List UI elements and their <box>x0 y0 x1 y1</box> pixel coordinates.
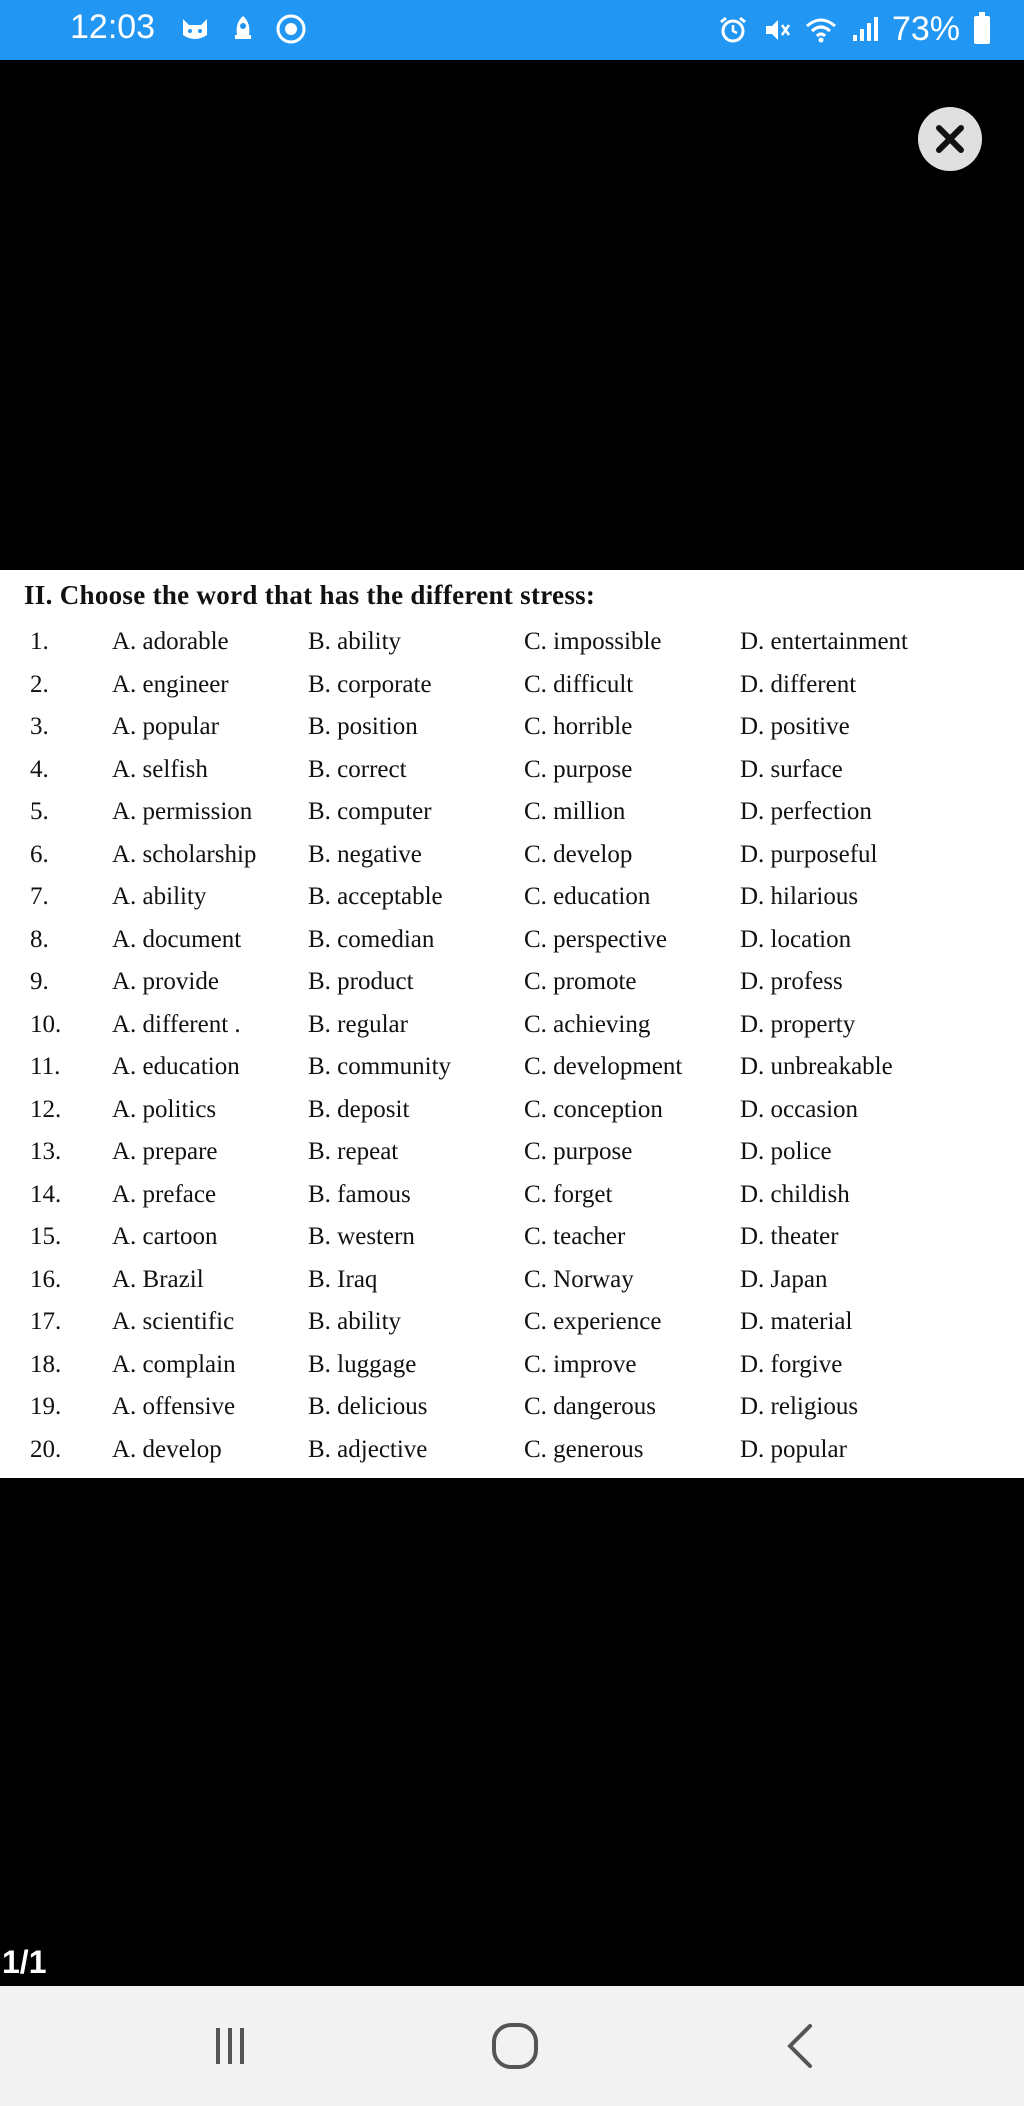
wifi-icon <box>804 13 838 47</box>
option-b: B. famous <box>308 1180 411 1208</box>
question-number: 14. <box>30 1180 62 1208</box>
status-time: 12:03 <box>70 8 156 46</box>
option-d: D. Japan <box>740 1265 828 1293</box>
option-b: B. deposit <box>308 1095 410 1123</box>
option-c: C. perspective <box>524 925 668 953</box>
option-a: A. Brazil <box>112 1265 204 1293</box>
option-b: B. adjective <box>308 1435 428 1463</box>
back-button[interactable] <box>740 1986 860 2106</box>
option-d: D. positive <box>740 713 850 740</box>
cat-icon <box>178 12 212 46</box>
recent-apps-button[interactable] <box>170 1986 290 2106</box>
option-c: C. dangerous <box>524 1393 656 1420</box>
question-number: 8. <box>30 925 49 953</box>
question-number: 11. <box>30 1053 61 1080</box>
option-a: A. provide <box>112 968 219 995</box>
option-d: D. unbreakable <box>740 1053 893 1080</box>
question-number: 10. <box>30 1010 62 1038</box>
home-icon <box>489 2020 541 2072</box>
question-row <box>0 1181 1024 1223</box>
option-c: C. generous <box>524 1435 644 1463</box>
option-c: C. education <box>524 883 651 910</box>
question-row <box>0 1011 1024 1053</box>
option-d: D. property <box>740 1010 856 1038</box>
option-c: C. forget <box>524 1180 613 1208</box>
option-a: A. prepare <box>112 1138 218 1165</box>
question-number: 12. <box>30 1095 62 1123</box>
option-c: C. Norway <box>524 1265 634 1293</box>
question-row <box>0 1266 1024 1308</box>
option-a: A. ability <box>112 883 207 910</box>
question-row <box>0 926 1024 968</box>
option-d: D. popular <box>740 1435 847 1463</box>
option-d: D. theater <box>740 1223 839 1250</box>
option-b: B. delicious <box>308 1393 428 1420</box>
question-number: 20. <box>30 1435 62 1463</box>
option-a: A. permission <box>112 798 253 825</box>
worksheet-heading: II. Choose the word that has the different stress: <box>24 580 596 610</box>
option-a: A. adorable <box>112 628 229 655</box>
option-d: D. material <box>740 1308 853 1335</box>
option-c: C. difficult <box>524 670 634 698</box>
question-row <box>0 798 1024 840</box>
option-b: B. computer <box>308 798 432 825</box>
question-row <box>0 756 1024 798</box>
close-button[interactable] <box>918 107 982 171</box>
option-a: A. politics <box>112 1095 217 1123</box>
option-d: D. childish <box>740 1180 850 1208</box>
question-row <box>0 841 1024 883</box>
option-b: B. western <box>308 1223 415 1250</box>
option-a: A. document <box>112 925 242 953</box>
option-d: D. occasion <box>740 1095 859 1123</box>
question-row <box>0 628 1024 670</box>
question-row <box>0 1308 1024 1350</box>
question-number: 3. <box>30 713 49 740</box>
option-c: C. teacher <box>524 1223 626 1250</box>
question-number: 16. <box>30 1265 62 1293</box>
option-c: C. purpose <box>524 1138 633 1165</box>
option-d: D. police <box>740 1138 832 1165</box>
option-c: C. development <box>524 1053 683 1080</box>
option-a: A. engineer <box>112 670 229 698</box>
option-b: B. ability <box>308 628 402 655</box>
option-d: D. location <box>740 925 852 953</box>
question-number: 13. <box>30 1138 62 1165</box>
status-bar <box>0 0 1024 60</box>
option-b: B. negative <box>308 840 422 868</box>
circle-arrow-icon <box>274 12 308 46</box>
option-c: C. impossible <box>524 628 662 655</box>
option-a: A. popular <box>112 713 219 740</box>
question-number: 1. <box>30 628 49 655</box>
notification-icons <box>178 12 308 46</box>
option-d: D. forgive <box>740 1350 843 1378</box>
option-a: A. develop <box>112 1435 222 1463</box>
question-number: 5. <box>30 798 49 825</box>
option-c: C. million <box>524 798 626 825</box>
back-icon <box>780 2020 820 2072</box>
option-b: B. Iraq <box>308 1265 378 1293</box>
question-number: 19. <box>30 1393 62 1420</box>
question-number: 7. <box>30 883 49 910</box>
option-a: A. preface <box>112 1180 217 1208</box>
question-row <box>0 883 1024 925</box>
question-row <box>0 1223 1024 1265</box>
option-b: B. comedian <box>308 925 435 953</box>
option-c: C. achieving <box>524 1010 651 1038</box>
option-b: B. product <box>308 968 414 995</box>
option-a: A. complain <box>112 1350 236 1378</box>
option-b: B. repeat <box>308 1138 399 1165</box>
option-d: D. hilarious <box>740 883 859 910</box>
question-row <box>0 1096 1024 1138</box>
option-b: B. luggage <box>308 1350 417 1378</box>
worksheet-image <box>0 570 1024 1478</box>
alarm-icon <box>716 13 750 47</box>
home-button[interactable] <box>455 1986 575 2106</box>
close-icon <box>933 122 967 156</box>
option-d: D. religious <box>740 1393 859 1420</box>
option-c: C. experience <box>524 1308 662 1335</box>
navigation-bar <box>0 1986 1024 2106</box>
question-number: 18. <box>30 1350 62 1378</box>
option-d: D. entertainment <box>740 628 908 655</box>
option-c: C. conception <box>524 1095 663 1123</box>
option-b: B. ability <box>308 1308 402 1335</box>
option-c: C. improve <box>524 1350 637 1378</box>
option-d: D. profess <box>740 968 843 995</box>
battery-icon <box>974 16 990 44</box>
question-row <box>0 1053 1024 1095</box>
question-row <box>0 1393 1024 1435</box>
question-row <box>0 968 1024 1010</box>
option-d: D. different <box>740 670 857 698</box>
system-status <box>716 10 990 49</box>
option-b: B. corporate <box>308 670 432 698</box>
option-d: D. purposeful <box>740 840 878 868</box>
question-row <box>0 1138 1024 1180</box>
signal-icon <box>848 13 882 47</box>
option-c: C. horrible <box>524 713 633 740</box>
mute-icon <box>760 13 794 47</box>
option-d: D. perfection <box>740 798 872 825</box>
question-row <box>0 1351 1024 1393</box>
rocket-icon <box>226 12 260 46</box>
option-b: B. acceptable <box>308 883 443 910</box>
recent-apps-icon <box>210 2024 250 2068</box>
option-a: A. scientific <box>112 1308 235 1335</box>
option-a: A. different . <box>112 1010 241 1038</box>
option-a: A. education <box>112 1053 240 1080</box>
question-number: 9. <box>30 968 49 995</box>
option-c: C. promote <box>524 968 637 995</box>
option-b: B. correct <box>308 755 407 783</box>
option-a: A. scholarship <box>112 840 257 868</box>
option-a: A. cartoon <box>112 1223 218 1250</box>
question-row <box>0 713 1024 755</box>
question-number: 6. <box>30 840 49 868</box>
option-c: C. develop <box>524 840 633 868</box>
question-number: 15. <box>30 1223 62 1250</box>
question-row <box>0 1436 1024 1478</box>
option-a: A. selfish <box>112 755 208 783</box>
battery-percent: 73% <box>891 10 960 48</box>
question-number: 17. <box>30 1308 62 1335</box>
option-c: C. purpose <box>524 755 633 783</box>
option-b: B. position <box>308 713 418 740</box>
option-b: B. community <box>308 1053 452 1080</box>
question-row <box>0 671 1024 713</box>
question-number: 2. <box>30 670 49 698</box>
option-b: B. regular <box>308 1010 408 1038</box>
option-d: D. surface <box>740 755 843 783</box>
question-number: 4. <box>30 755 49 783</box>
page-counter: 1/1 <box>2 1944 47 1980</box>
option-a: A. offensive <box>112 1393 236 1420</box>
